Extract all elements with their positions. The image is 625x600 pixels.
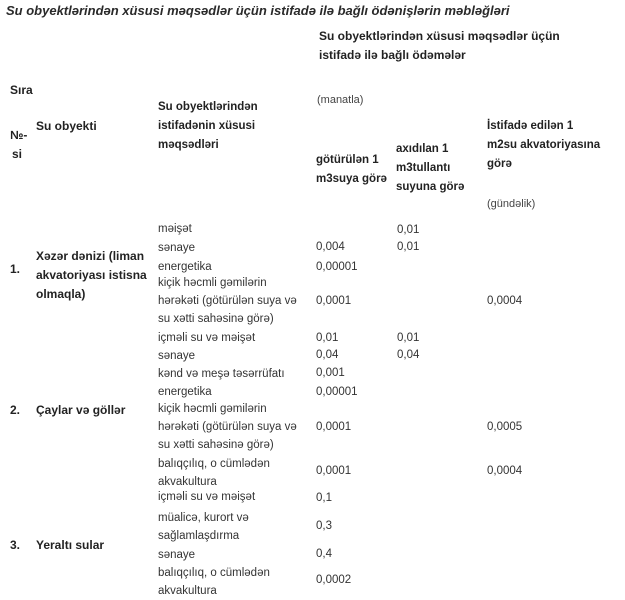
purpose-baliq-line1: balıqçılıq, o cümlədən [158, 567, 270, 579]
header-taken-line1: götürülən 1 [316, 154, 379, 166]
value-taken: 0,0001 [316, 295, 352, 307]
header-purposes-line2: istifadənin xüsusi [158, 120, 256, 132]
purpose-kend: kənd və meşə təsərrüfatı [158, 368, 285, 380]
header-area-line1: İstifadə edilən 1 [487, 120, 574, 132]
purpose-meiset: məişət [158, 223, 192, 235]
header-purposes-line3: məqsədləri [158, 139, 219, 151]
purpose-senaye: sənaye [158, 350, 196, 362]
page-title: Su obyektlərindən xüsusi məqsədlər üçün istifadə ilə bağlı ödənişlərin məbləğləri [6, 3, 510, 18]
value-discharged: 0,01 [397, 224, 420, 236]
purpose-baliq-line1: balıqçılıq, o cümlədən [158, 458, 270, 470]
value-taken: 0,04 [316, 349, 339, 361]
purpose-gemi-line2: hərəkəti (götürülən suya və [158, 421, 297, 433]
row-object-line1: Xəzər dənizi (liman [36, 249, 145, 263]
purpose-senaye: sənaye [158, 549, 196, 561]
purpose-mualice-line1: müalicə, kurort və [158, 512, 249, 524]
header-sira: Sıra [10, 83, 33, 97]
purpose-gemi-line2: hərəkəti (götürülən suya və [158, 295, 297, 307]
value-taken: 0,004 [316, 241, 345, 253]
row-number: 1. [10, 262, 21, 276]
header-area-line2: m2su akvatoriyasına [487, 139, 601, 151]
value-discharged: 0,04 [397, 349, 420, 361]
header-sira-si: si [12, 147, 23, 161]
purpose-senaye: sənaye [158, 242, 196, 254]
header-discharged-line1: axıdılan 1 [396, 143, 449, 155]
purpose-gemi-line3: su xətti sahəsinə görə) [158, 313, 274, 325]
value-taken: 0,1 [316, 492, 332, 504]
value-taken: 0,001 [316, 367, 345, 379]
header-payments-line1: Su obyektlərindən xüsusi məqsədlər üçün [319, 29, 560, 43]
value-taken: 0,0002 [316, 574, 352, 586]
purpose-energetika: energetika [158, 386, 212, 398]
header-taken-line2: m3suya görə [316, 173, 387, 185]
value-taken: 0,01 [316, 332, 339, 344]
purpose-baliq-line2: akvakultura [158, 476, 217, 488]
value-taken: 0,0001 [316, 465, 352, 477]
purpose-icmeli: içməli su və məişət [158, 491, 256, 503]
value-discharged: 0,01 [397, 241, 420, 253]
header-discharged-line2: m3tullantı [396, 162, 451, 174]
value-taken: 0,00001 [316, 386, 358, 398]
row-number: 3. [10, 538, 21, 552]
purpose-baliq-line2: akvakultura [158, 585, 217, 597]
header-discharged-line3: suyuna görə [396, 181, 465, 193]
value-taken: 0,3 [316, 520, 332, 532]
value-discharged: 0,01 [397, 332, 420, 344]
row-number: 2. [10, 403, 21, 417]
header-area-line3: görə [487, 158, 512, 170]
purpose-mualice-line2: sağlamlaşdırma [158, 530, 240, 542]
value-area: 0,0005 [487, 421, 523, 433]
value-area: 0,0004 [487, 295, 523, 307]
row-object-line1: Yeraltı sular [36, 538, 105, 552]
value-taken: 0,0001 [316, 421, 352, 433]
purpose-gemi-line3: su xətti sahəsinə görə) [158, 439, 274, 451]
header-daily: (gündəlik) [487, 198, 536, 210]
header-payments-line2: istifadə ilə bağlı ödəmələr [319, 48, 466, 62]
row-object-line3: olmaqla) [36, 287, 86, 301]
value-area: 0,0004 [487, 465, 523, 477]
header-purposes-line1: Su obyektlərindən [158, 101, 258, 113]
purpose-gemi-line1: kiçik həcmli gəmilərin [158, 277, 267, 289]
row-object-line2: akvatoriyası istisna [36, 268, 147, 282]
header-su-obyekti: Su obyekti [36, 119, 97, 133]
header-sira-no: №- [10, 128, 28, 142]
purpose-icmeli: içməli su və məişət [158, 332, 256, 344]
row-object-line1: Çaylar və göllər [36, 403, 126, 417]
header-unit: (manatla) [317, 94, 364, 106]
value-taken: 0,4 [316, 548, 332, 560]
purpose-gemi-line1: kiçik həcmli gəmilərin [158, 403, 267, 415]
value-taken: 0,00001 [316, 261, 358, 273]
purpose-energetika: energetika [158, 261, 212, 273]
